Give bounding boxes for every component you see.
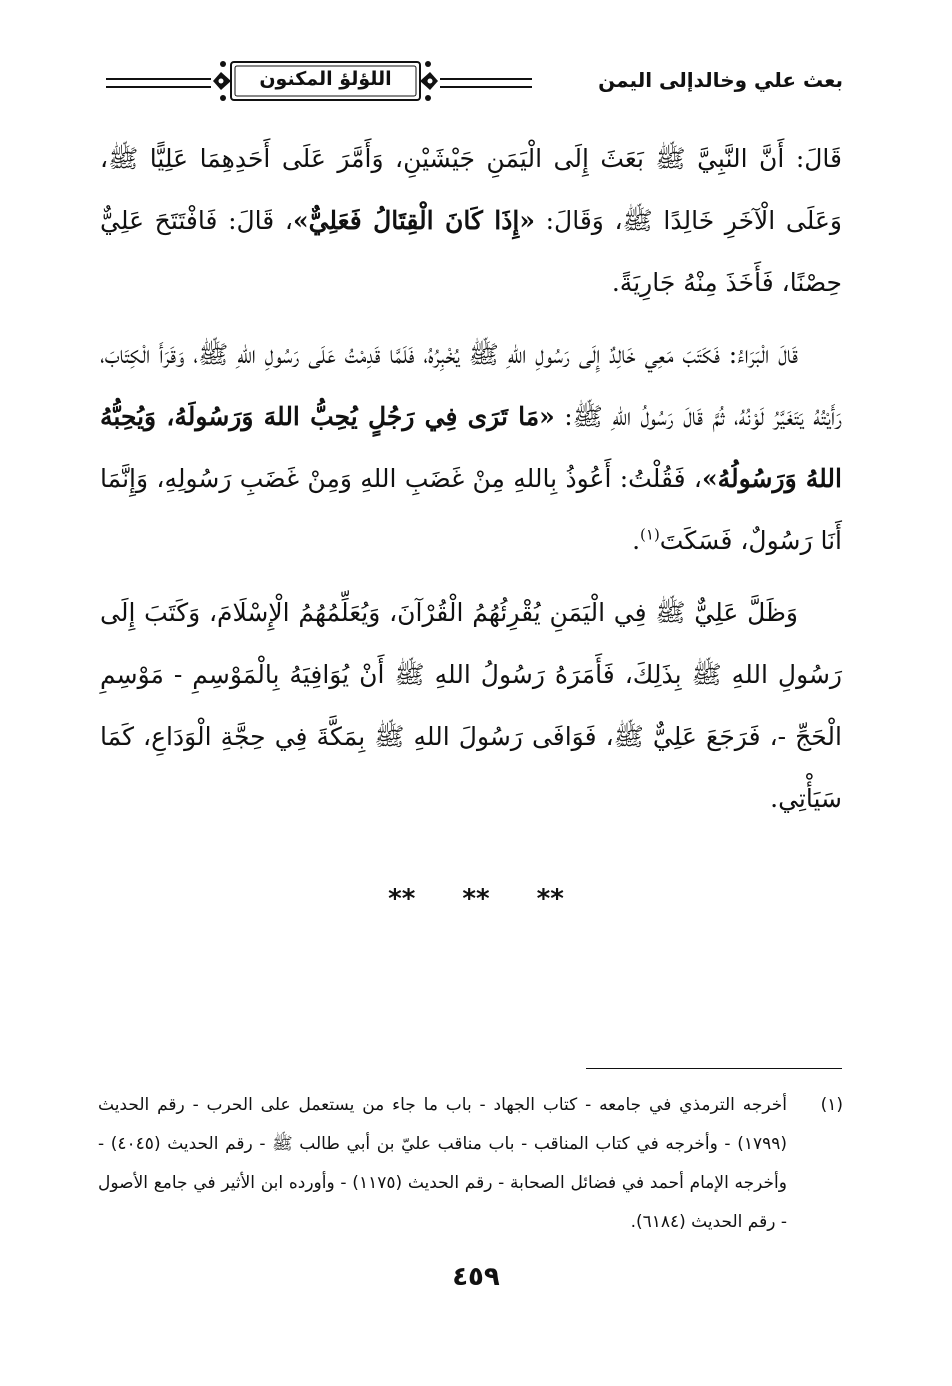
paragraph-1 (100, 128, 842, 314)
main-text (100, 128, 842, 840)
footnote-divider (586, 1068, 842, 1069)
paragraph-2-before: قَالَ الْبَرَاءُ: فَكَتَبَ مَعِي خَالِدٌ إِلَى رَسُولِ اللهِ ﷺ يُخْبِرُهُ، فَلَمَّا قَدِمْتُ عَلَى رَسُولِ اللهِ ﷺ، وَقَرَأَ الْكِتَابَ، رَأَيْتُهُ يَتَغَيَّرُ لَوْنُهُ، ثُمَّ قَالَ رَسُولُ اللهِ ﷺ: (100, 340, 842, 431)
footnote (98, 1086, 843, 1242)
page-number: ٤٥٩ (452, 1262, 500, 1292)
section-separator: ** ** ** (388, 884, 564, 914)
paragraph-1-before: قَالَ: أَنَّ النَّبِيَّ ﷺ بَعَثَ إِلَى الْيَمَنِ جَيْشَيْنِ، وَأَمَّرَ عَلَى أَحَدِهِمَا عَلِيًّا ﷺ، وَعَلَى الْآخَرِ خَالِدًا ﷺ، وَقَالَ: (100, 144, 842, 235)
book-title-cartouche (211, 56, 440, 106)
footnote-text: أخرجه الترمذي في جامعه - كتاب الجهاد - باب ما جاء من يستعمل على الحرب - رقم الحديث (١٧٩٩) - وأخرجه في كتاب المناقب - باب مناقب عليّ بن أبي طالب ﷺ - رقم الحديث (٤٠٤٥) - وأخرجه الإمام أحمد في فضائل الصحابة - رقم الحديث (١١٧٥) - وأورده ابن الأثير في جامع الأصول - رقم الحديث (٦١٨٤). (98, 1095, 787, 1232)
paragraph-2-after: ، فَقُلْتُ: أَعُوذُ بِاللهِ مِنْ غَضَبِ اللهِ وَمِنْ غَضَبِ رَسُولِهِ، وَإِنَّمَا أَنَا رَسُولٌ، فَسَكَتَ (100, 464, 842, 555)
hadith-quote-2: «مَا تَرَى فِي رَجُلٍ يُحِبُّ اللهَ وَرَسُولَهُ، وَيُحِبُّهُ اللهُ وَرَسُولُهُ» (100, 402, 842, 493)
header-rule-left (106, 78, 211, 88)
running-header (98, 56, 843, 116)
hadith-quote-1: «إِذَا كَانَ الْقِتَالُ فَعَلِيٌّ» (292, 206, 535, 235)
paragraph-2-end: . (632, 526, 641, 555)
footnote-reference[interactable]: (١) (640, 525, 660, 544)
footnote-number: (١) (820, 1095, 843, 1115)
book-title: اللؤلؤ المكنون (259, 68, 392, 90)
header-rule-right (440, 78, 532, 88)
paragraph-2 (100, 324, 842, 572)
paragraph-1-after: ، قَالَ: فَافْتَتَحَ عَلِيٌّ حِصْنًا، فَأَخَذَ مِنْهُ جَارِيَةً. (100, 206, 842, 297)
section-title: بعث علي وخالدإلى اليمن (598, 68, 843, 92)
paragraph-3: وَظَلَّ عَلِيٌّ ﷺ فِي الْيَمَنِ يُقْرِئُهُمُ الْقُرْآنَ، وَيُعَلِّمُهُمُ الْإِسْلَامَ، وَكَتَبَ إِلَى رَسُولِ اللهِ ﷺ بِذَلِكَ، فَأَمَرَهُ رَسُولُ اللهِ ﷺ أَنْ يُوَافِيَهُ بِالْمَوْسِمِ - مَوْسِمِ الْحَجِّ -، فَرَجَعَ عَلِيٌّ ﷺ، فَوَافَى رَسُولَ اللهِ ﷺ بِمَكَّةَ فِي حِجَّةِ الْوَدَاعِ، كَمَا سَيَأْتِي. (100, 598, 842, 813)
